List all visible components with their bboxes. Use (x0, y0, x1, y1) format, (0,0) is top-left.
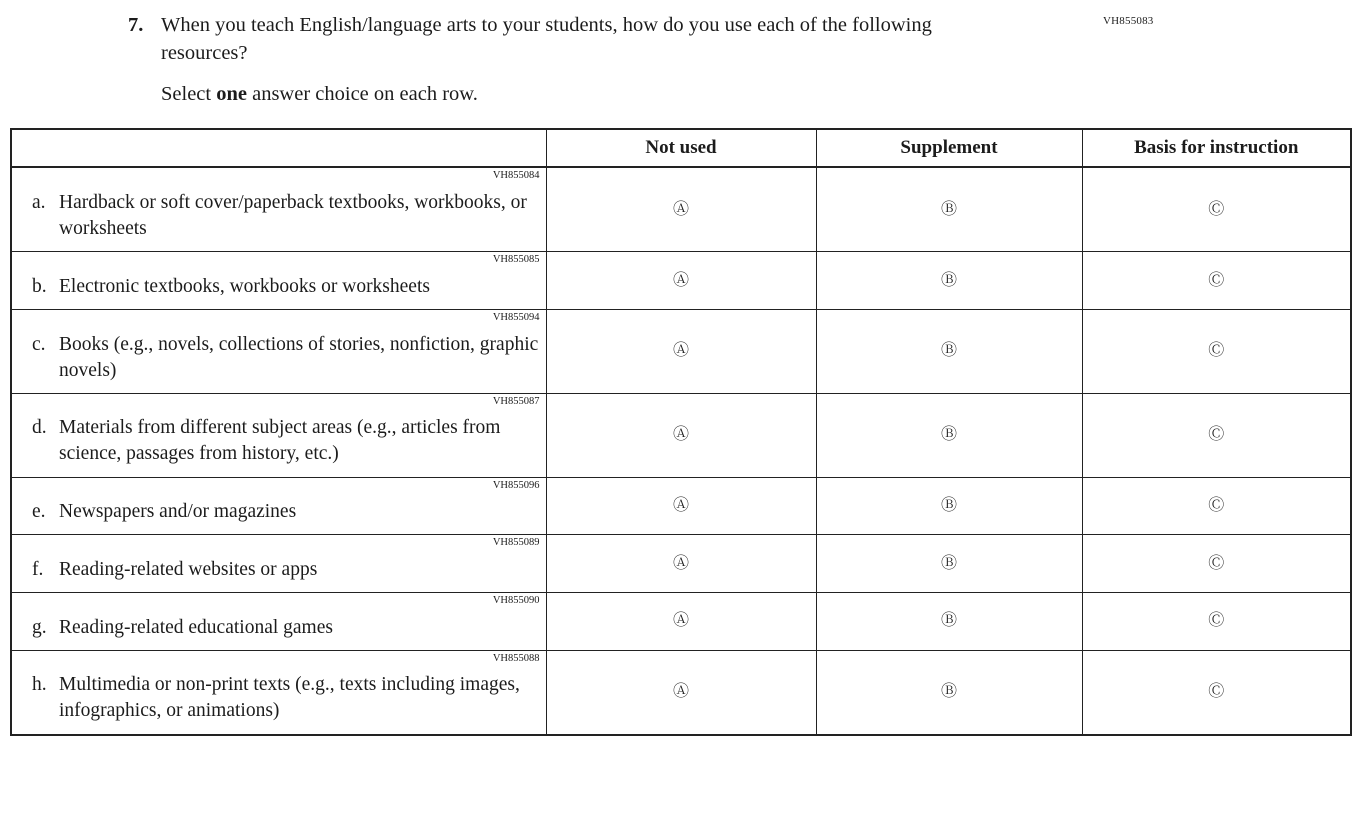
row-stub-cell (11, 650, 546, 734)
row-letter: d. (32, 417, 47, 439)
row-label (20, 274, 542, 300)
answer-option[interactable]: Ⓒ (1208, 342, 1225, 360)
row-label (20, 672, 542, 724)
row-letter: e. (32, 501, 46, 523)
option-cell-not-used (546, 535, 816, 593)
answer-option[interactable]: Ⓒ (1208, 271, 1225, 289)
row-stub-cell (11, 593, 546, 651)
answer-option[interactable]: Ⓐ (672, 683, 689, 701)
answer-option[interactable]: Ⓑ (940, 271, 957, 289)
row-code: VH855084 (492, 170, 540, 182)
answer-option[interactable]: Ⓒ (1208, 683, 1225, 701)
answer-option[interactable]: Ⓒ (1208, 496, 1225, 514)
instruction-emphasis: one (216, 83, 247, 106)
row-stub-cell (11, 167, 546, 251)
option-cell-supplement (816, 535, 1082, 593)
table-row (11, 650, 1351, 734)
row-label (20, 190, 542, 242)
row-stub-cell (11, 393, 546, 477)
row-label-text: Books (e.g., novels, collections of stories, nonfiction, graphic novels) (59, 333, 539, 381)
page-accession-code: VH855083 (1103, 15, 1154, 27)
row-letter: a. (32, 191, 46, 213)
table-header-row (11, 129, 1351, 167)
option-cell-basis (1082, 477, 1351, 535)
instruction-prefix: Select (161, 83, 217, 106)
row-label-text: Multimedia or non-print texts (e.g., texts including images, infographics, or animations) (59, 674, 520, 722)
column-header-not-used: Not used (546, 129, 816, 167)
row-code: VH855089 (492, 537, 540, 549)
option-cell-supplement (816, 309, 1082, 393)
question-number: 7. (128, 14, 144, 36)
table-row (11, 535, 1351, 593)
option-cell-not-used (546, 393, 816, 477)
question-text: When you teach English/language arts to your students, how do you use each of the following resources? (161, 14, 932, 64)
row-letter: f. (32, 558, 44, 580)
answer-option[interactable]: Ⓑ (940, 612, 957, 630)
row-label (20, 415, 542, 467)
table-row (11, 393, 1351, 477)
option-cell-basis (1082, 309, 1351, 393)
row-label (20, 615, 542, 641)
table-row (11, 477, 1351, 535)
row-code: VH855096 (492, 479, 540, 491)
resources-table (10, 128, 1352, 735)
column-header-supplement: Supplement (816, 129, 1082, 167)
option-cell-basis (1082, 252, 1351, 310)
question-block (128, 12, 1361, 67)
answer-option[interactable]: Ⓐ (672, 342, 689, 360)
row-code: VH855085 (492, 254, 540, 266)
answer-option[interactable]: Ⓐ (672, 496, 689, 514)
answer-option[interactable]: Ⓒ (1208, 200, 1225, 218)
table-body (11, 167, 1351, 734)
option-cell-basis (1082, 535, 1351, 593)
answer-option[interactable]: Ⓐ (672, 426, 689, 444)
option-cell-basis (1082, 167, 1351, 251)
answer-option[interactable]: Ⓑ (940, 342, 957, 360)
row-code: VH855090 (492, 595, 540, 607)
row-code: VH855087 (492, 395, 540, 407)
answer-option[interactable]: Ⓐ (672, 612, 689, 630)
answer-option[interactable]: Ⓐ (672, 554, 689, 572)
table-row (11, 252, 1351, 310)
row-label-text: Reading-related websites or apps (59, 558, 318, 580)
row-label (20, 332, 542, 384)
option-cell-basis (1082, 593, 1351, 651)
option-cell-not-used (546, 477, 816, 535)
row-label-text: Materials from different subject areas (e.g., articles from science, passages from history, etc.) (59, 417, 501, 465)
option-cell-supplement (816, 167, 1082, 251)
answer-option[interactable]: Ⓒ (1208, 612, 1225, 630)
row-label (20, 499, 542, 525)
row-letter: g. (32, 616, 47, 638)
row-label-text: Newspapers and/or magazines (59, 501, 297, 523)
table-stub-header (11, 129, 546, 167)
row-letter: c. (32, 333, 46, 355)
answer-option[interactable]: Ⓑ (940, 496, 957, 514)
answer-option[interactable]: Ⓐ (672, 271, 689, 289)
row-code: VH855094 (492, 311, 540, 323)
option-cell-supplement (816, 393, 1082, 477)
option-cell-basis (1082, 393, 1351, 477)
row-label (20, 557, 542, 583)
answer-option[interactable]: Ⓑ (940, 200, 957, 218)
row-letter: h. (32, 674, 47, 696)
answer-option[interactable]: Ⓑ (940, 426, 957, 444)
instruction-suffix: answer choice on each row. (246, 83, 478, 106)
option-cell-not-used (546, 309, 816, 393)
row-code: VH855088 (492, 652, 540, 664)
table-row (11, 309, 1351, 393)
answer-option[interactable]: Ⓒ (1208, 426, 1225, 444)
answer-option[interactable]: Ⓒ (1208, 554, 1225, 572)
table-row (11, 593, 1351, 651)
row-stub-cell (11, 252, 546, 310)
row-stub-cell (11, 477, 546, 535)
option-cell-supplement (816, 593, 1082, 651)
row-label-text: Hardback or soft cover/paperback textbooks, workbooks, or worksheets (59, 191, 527, 240)
answer-option[interactable]: Ⓐ (672, 200, 689, 218)
option-cell-basis (1082, 650, 1351, 734)
row-letter: b. (32, 275, 47, 297)
option-cell-not-used (546, 167, 816, 251)
row-stub-cell (11, 535, 546, 593)
option-cell-not-used (546, 252, 816, 310)
option-cell-supplement (816, 252, 1082, 310)
answer-option[interactable]: Ⓑ (940, 554, 957, 572)
column-header-basis: Basis for instruction (1082, 129, 1351, 167)
option-cell-supplement (816, 477, 1082, 535)
row-label-text: Reading-related educational games (59, 616, 333, 638)
table-row (11, 167, 1351, 251)
row-label-text: Electronic textbooks, workbooks or worksheets (59, 275, 430, 297)
answer-option[interactable]: Ⓑ (940, 683, 957, 701)
instruction-line (161, 83, 1361, 106)
option-cell-not-used (546, 593, 816, 651)
row-stub-cell (11, 309, 546, 393)
option-cell-supplement (816, 650, 1082, 734)
option-cell-not-used (546, 650, 816, 734)
